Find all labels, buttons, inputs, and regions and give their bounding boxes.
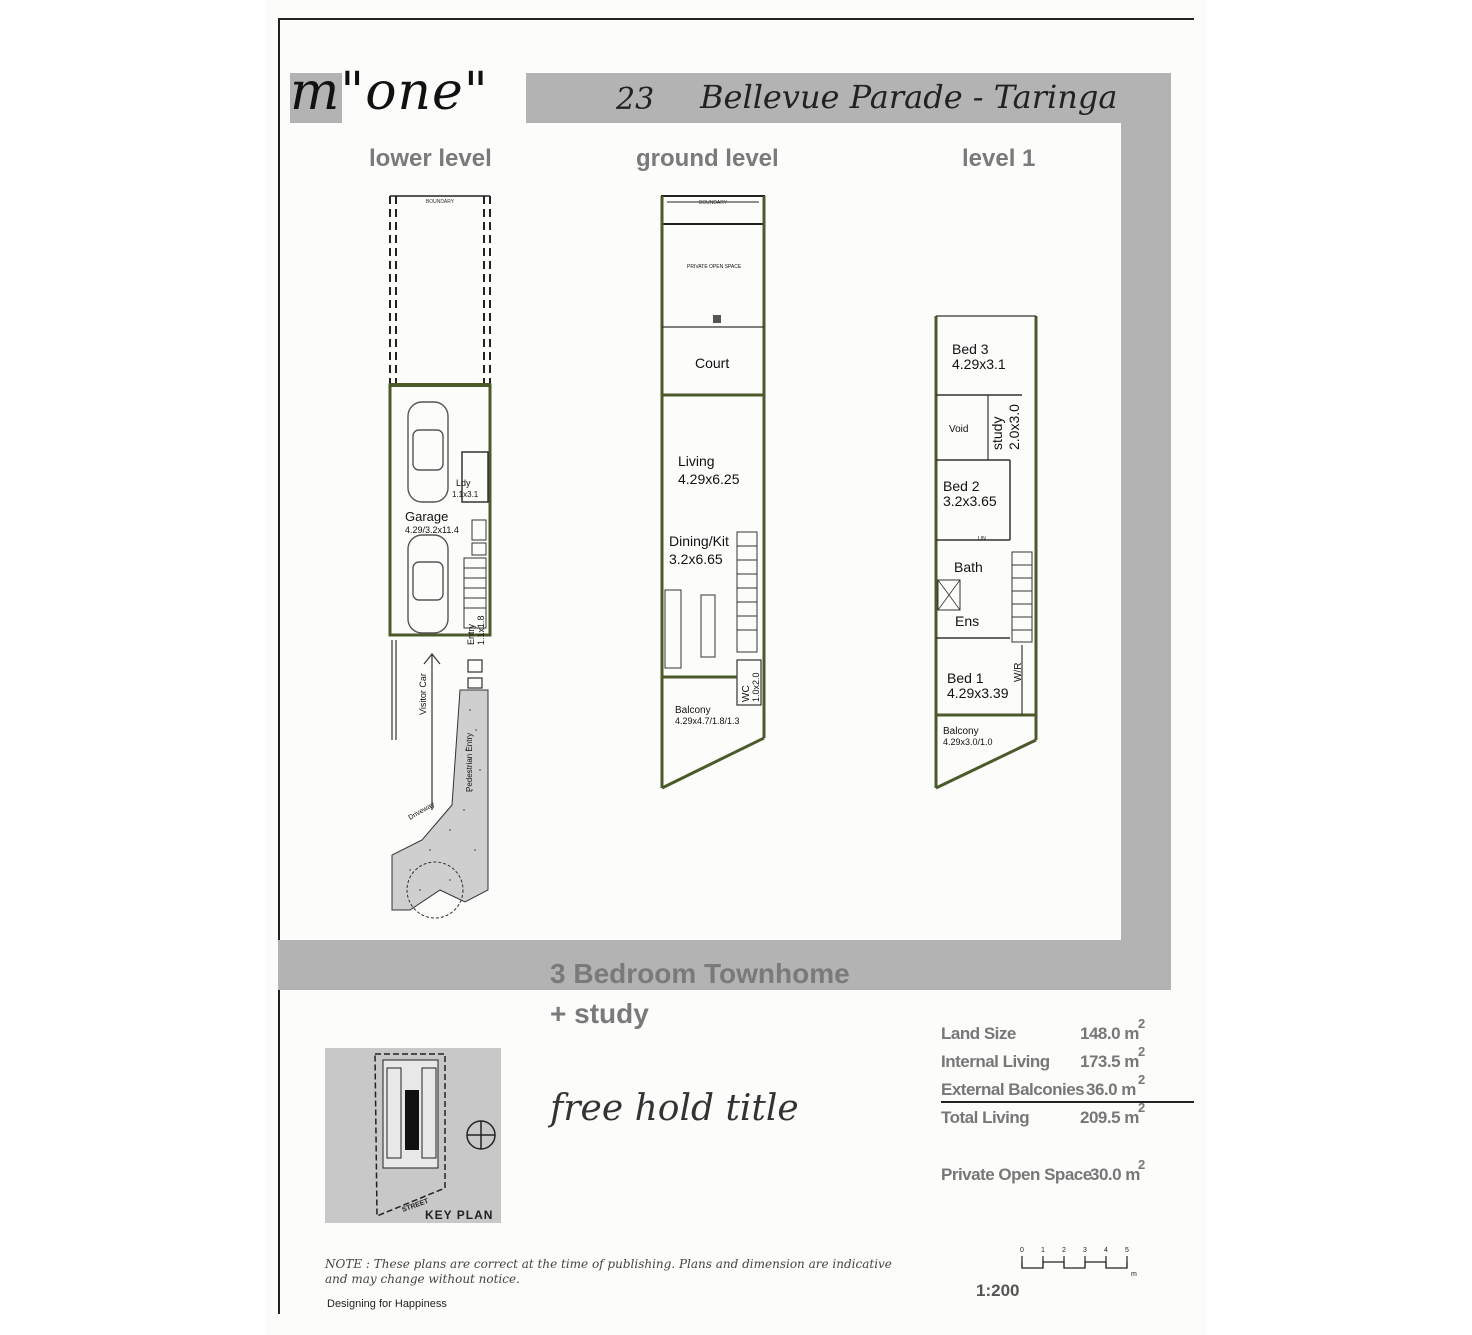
void-label: Void <box>949 424 969 435</box>
frame-left-line <box>278 18 280 1314</box>
private-open-space-label: PRIVATE OPEN SPACE <box>687 264 742 270</box>
bed2-size: 3.2x3.65 <box>943 493 997 509</box>
key-plan-drawing <box>325 1048 501 1223</box>
spec-internal-living-label: Internal Living <box>941 1052 1050 1071</box>
driveway-label: Driveway <box>407 801 436 822</box>
laundry-label: Ldy <box>456 478 471 488</box>
wc-size: 1.0x2.0 <box>751 672 761 702</box>
dining-size: 3.2x6.65 <box>669 551 723 567</box>
logo: m"one" <box>290 62 489 122</box>
scale-tick-3: 3 <box>1083 1247 1087 1254</box>
spec-total-living-sup: 2 <box>1138 1100 1145 1115</box>
bed3-size: 4.29x3.1 <box>952 356 1006 372</box>
scale-tick-2: 2 <box>1062 1247 1066 1254</box>
scale-tick-0: 0 <box>1020 1247 1024 1254</box>
spec-external-balconies-sup: 2 <box>1138 1072 1145 1087</box>
spec-private-open-space-sup: 2 <box>1138 1157 1145 1172</box>
ground-boundary-label: BOUNDARY <box>698 200 728 206</box>
spec-external-balconies-label: External Balconies <box>941 1080 1085 1099</box>
level1-plan <box>930 310 1045 795</box>
scale-tick-4: 4 <box>1104 1247 1108 1254</box>
court-label: Court <box>695 355 730 371</box>
key-plan-street-label: STREET <box>401 1197 430 1214</box>
address-number: 23 <box>616 82 655 117</box>
level1-title: level 1 <box>962 145 1036 172</box>
ground-balcony-label: Balcony <box>675 705 711 716</box>
scale-tick-1: 1 <box>1041 1247 1045 1254</box>
spec-external-balconies-value: 36.0 m <box>1086 1080 1136 1099</box>
right-side-bar <box>1121 73 1171 990</box>
garage-label: Garage <box>405 509 449 524</box>
wc-label: WC <box>741 685 752 702</box>
dining-label: Dining/Kit <box>669 533 729 549</box>
scale-tick-5: 5 <box>1125 1247 1129 1254</box>
scale-ratio: 1:200 <box>976 1281 1020 1300</box>
level1-balcony-label: Balcony <box>943 726 979 737</box>
spec-total-living-value: 209.5 m <box>1080 1108 1139 1127</box>
study-label: study <box>989 416 1005 450</box>
lower-level-title: lower level <box>369 145 492 172</box>
ground-level-title: ground level <box>636 145 779 172</box>
living-label: Living <box>678 453 715 469</box>
visitor-car-label: Visitor Car <box>418 673 428 715</box>
bed3-label: Bed 3 <box>952 341 989 357</box>
key-plan <box>325 1048 501 1223</box>
tagline: free hold title <box>550 1088 799 1129</box>
bed1-label: Bed 1 <box>947 670 984 686</box>
disclaimer-note: NOTE : These plans are correct at the time of publishing. Plans and dimension are indicative and may change without notice. <box>325 1257 892 1286</box>
spec-land-size-sup: 2 <box>1138 1016 1145 1031</box>
property-subtitle: + study <box>550 998 649 1029</box>
property-title: 3 Bedroom Townhome <box>550 958 850 989</box>
address-street: Bellevue Parade - Taringa <box>700 78 1118 116</box>
scale-bar <box>1012 1242 1142 1278</box>
walk-in-robe-label: W/R <box>1013 662 1024 682</box>
spec-internal-living-sup: 2 <box>1138 1044 1145 1059</box>
level1-balcony-size: 4.29x3.0/1.0 <box>943 737 993 747</box>
spec-internal-living-value: 173.5 m <box>1080 1052 1139 1071</box>
spec-total-line <box>941 1101 1194 1103</box>
linen-label: LIN <box>978 536 986 542</box>
spec-private-open-space-value: 30.0 m <box>1090 1165 1140 1184</box>
ground-level-plan <box>655 190 775 795</box>
bed2-label: Bed 2 <box>943 478 980 494</box>
study-size: 2.0x3.0 <box>1006 404 1022 450</box>
footer-tagline: Designing for Happiness <box>327 1298 447 1310</box>
entry-label: Entry <box>466 623 476 645</box>
garage-size: 4.29/3.2x11.4 <box>405 525 459 535</box>
living-size: 4.29x6.25 <box>678 471 740 487</box>
ground-balcony-size: 4.29x4.7/1.8/1.3 <box>675 716 740 726</box>
laundry-size: 1.1x3.1 <box>452 490 479 499</box>
spec-land-size-value: 148.0 m <box>1080 1024 1139 1043</box>
pedestrian-entry-label: Pedestrian Entry <box>465 732 474 792</box>
spec-land-size-label: Land Size <box>941 1024 1016 1043</box>
ensuite-label: Ens <box>955 613 980 629</box>
frame-top-line <box>278 18 1194 20</box>
spec-private-open-space-label: Private Open Space <box>941 1165 1092 1184</box>
scale-unit: m <box>1131 1271 1137 1278</box>
entry-size: 1.1x1.8 <box>476 615 486 645</box>
bath-label: Bath <box>954 559 983 575</box>
spec-total-living-label: Total Living <box>941 1108 1030 1127</box>
lower-level-plan <box>380 190 510 920</box>
bed1-size: 4.29x3.39 <box>947 685 1009 701</box>
lower-boundary-label: BOUNDARY <box>425 199 455 205</box>
key-plan-label: KEY PLAN <box>425 1208 494 1222</box>
